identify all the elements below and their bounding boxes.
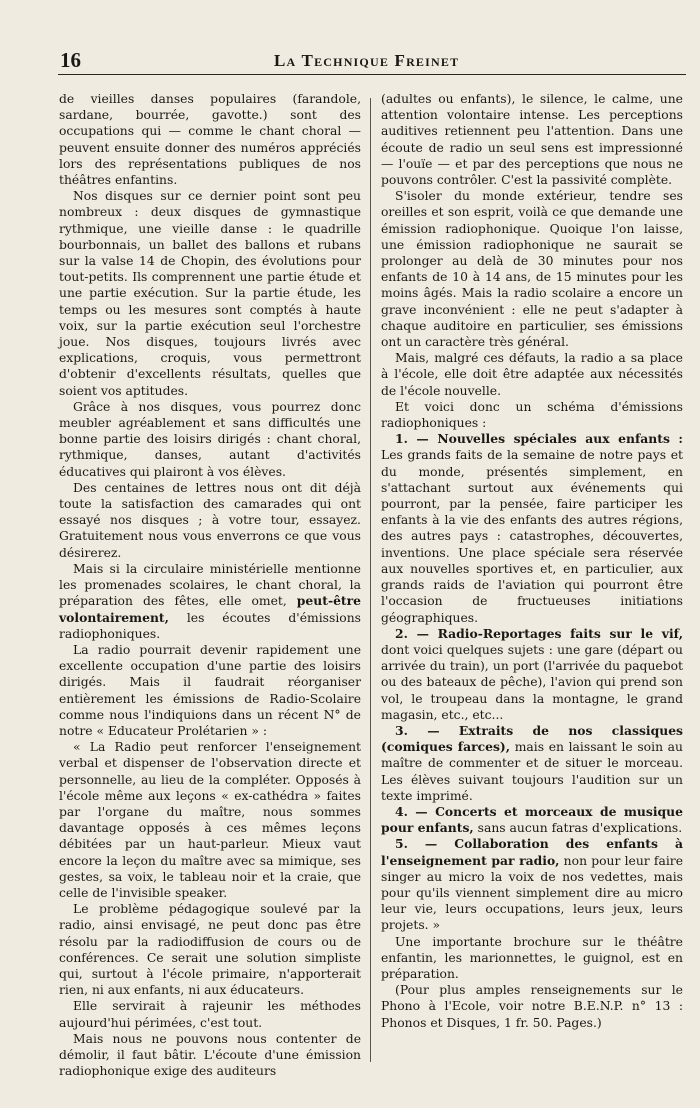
paragraph: Grâce à nos disques, vous pourrez donc meubler agréablement et sans difficultés une bonne partie des loisirs dirigés : chant choral, rythmique, danses, autant d'activités éducatives qui plairont à vos élèves. [59, 399, 361, 479]
page-header [58, 44, 686, 75]
bold-emphasis: peut-être volontairement, [59, 593, 361, 625]
list-item-text: dont voici quelques sujets : une gare (départ ou arrivée du train), un port (l'arrivée du paquebot ou des bateaux de pêche), l'avion qui prend son vol, le troupeau dans la montagne, le grand magasin, etc., etc... [381, 642, 683, 722]
paragraph: Des centaines de lettres nous ont dit déjà toute la satisfaction des camarades qui ont essayé nos disques ; à votre tour, essayez. Gratuitement nous vous enverrons ce que vous désirerez. [59, 480, 361, 560]
paragraph: Mais nous ne pouvons nous contenter de démolir, il faut bâtir. L'écoute d'une émission radiophonique exige des auditeurs [59, 1031, 361, 1079]
list-item-heading: 2. — Radio-Reportages faits sur le vif, [395, 625, 683, 641]
paragraph: (adultes ou enfants), le silence, le calme, une attention volontaire intense. Les perceptions auditives retiennent peu l'attention. Dans une écoute de radio un seul sens est impressionné — l'ouïe — et par des perceptions que nous ne pouvons contrôler. C'est la passivité complète. [381, 92, 683, 188]
page-number: 16 [60, 48, 81, 72]
paragraph: Nos disques sur ce dernier point sont peu nombreux : deux disques de gymnastique rythmique, une vieille danse : le quadrille bourbonnais, un ballet des ballons et rubans sur la valse 14 de Chopin, des évolutions pour tout-petits. Ils comprennent une partie étude et une partie exécution. Sur la partie étude, les temps ou les mesures sont comptés à haute voix, sur la partie exécution seul l'orchestre joue. Nos disques, toujours livrés avec explications, croquis, vous permettront d'obtenir d'excellents résultats, quelles que soient vos aptitudes. [59, 189, 361, 398]
paragraph: Le problème pédagogique soulevé par la radio, ainsi envisagé, ne peut donc pas être résolu par la radiodiffusion de cours ou de conférences. Ce serait une solution simpliste qui, surtout à l'école primaire, n'apporterait rien, ni aux enfants, ni aux éducateurs. [59, 902, 361, 998]
list-item-text: Les grands faits de la semaine de notre pays et du monde, présentés simplement, en s'attachant surtout aux événements qui pourront, par la pensée, faire participer les enfants à la vie des enfants des autres régions, des autres pays : catastrophes, découvertes, inventions. Une place spéciale sera réservée aux nouvelles sportives et, en particulier, aux grands raids de l'aviation qui pourront être l'occasion de fructueuses initiations géographiques. [381, 448, 683, 625]
list-item-news [381, 431, 683, 625]
paragraph: de vieilles danses populaires (farandole, sardane, bourrée, gavotte.) sont des occupations qui — comme le chant choral — peuvent ensuite donner des numéros appréciés lors des représentations publiques de nos théâtres enfantins. [59, 92, 361, 188]
list-item-classics [381, 723, 683, 804]
paragraph: Elle servirait à rajeunir les méthodes aujourd'hui périmées, c'est tout. [59, 999, 361, 1030]
paragraph: Une importante brochure sur le théâtre enfantin, les marionnettes, le guignol, est en préparation. [381, 934, 683, 981]
right-column [381, 91, 683, 1031]
list-item-heading: 3. — Extraits de nos classiques (comiques farces), [381, 722, 683, 755]
text-run: les écoutes d'émissions radiophoniques. [59, 610, 361, 641]
list-item-heading: 4. — Concerts et morceaux de musique pour enfants, [381, 803, 683, 836]
column-divider [370, 98, 371, 1062]
paragraph [59, 561, 361, 642]
left-column [59, 91, 361, 1079]
list-item-concerts [381, 804, 683, 836]
paragraph: Mais, malgré ces défauts, la radio a sa place à l'école, elle doit être adaptée aux nécessités de l'école nouvelle. [381, 351, 683, 398]
list-item-heading: 1. — Nouvelles spéciales aux enfants : [395, 431, 683, 447]
running-title: La Technique Freinet [274, 51, 460, 70]
quotation-paragraph: « La Radio peut renforcer l'enseignement verbal et dispenser de l'observation directe et personnelle, au lieu de la compléter. Opposés à l'école même aux leçons « ex-cathédra » faites par l'organe du maître, nous sommes davantage opposés à ces mêmes leçons débitées par un haut-parleur. Mieux vaut encore la leçon du maître avec sa mimique, ses gestes, sa voix, le tableau noir et la craie, que celle de l'invisible speaker. [59, 740, 361, 900]
list-item-text: sans aucun fatras d'explications. [473, 821, 683, 836]
paragraph: Et voici donc un schéma d'émissions radiophoniques : [381, 399, 683, 431]
list-item-collaboration [381, 836, 683, 933]
list-item-reportages [381, 626, 683, 723]
list-item-heading: 5. — Collaboration des enfants à l'enseignement par radio, [381, 836, 683, 868]
list-item-text: mais en laissant le soin au maître de commenter et de situer le morceau. Les élèves suivant toujours l'audition sur un texte imprimé. [381, 740, 683, 803]
list-item-text: non pour leur faire singer au micro la voix de nos vedettes, mais pour qu'ils viennent simplement dire au micro leur vie, leurs occupations, leurs jeux, leurs projets. » [381, 853, 683, 933]
paragraph: S'isoler du monde extérieur, tendre ses oreilles et son esprit, voilà ce que demande une émission radiophonique. Quoique l'on laisse, une émission radiophonique ne saurait se prolonger au delà de 30 minutes pour nos enfants de 10 à 14 ans, de 15 minutes pour les moins âgés. Mais la radio scolaire a encore un grave inconvénient : elle ne peut s'adapter à chaque auditoire en particulier, ses émissions ont un caractère très général. [381, 189, 683, 350]
paragraph: La radio pourrait devenir rapidement une excellente occupation d'une partie des loisirs dirigés. Mais il faudrait réorganiser entièrement les émissions de Radio-Scolaire comme nous l'indiquions dans un récent N° de notre « Educateur Prolétarien » : [59, 642, 361, 738]
text-run: Mais si la circulaire ministérielle mentionne les promenades scolaires, le chant choral, la préparation des fêtes, elle omet, [59, 561, 361, 609]
reference-note: (Pour plus amples renseignements sur le Phono à l'Ecole, voir notre B.E.N.P. n° 13 : Phonos et Disques, 1 fr. 50. Pages.) [381, 983, 683, 1030]
